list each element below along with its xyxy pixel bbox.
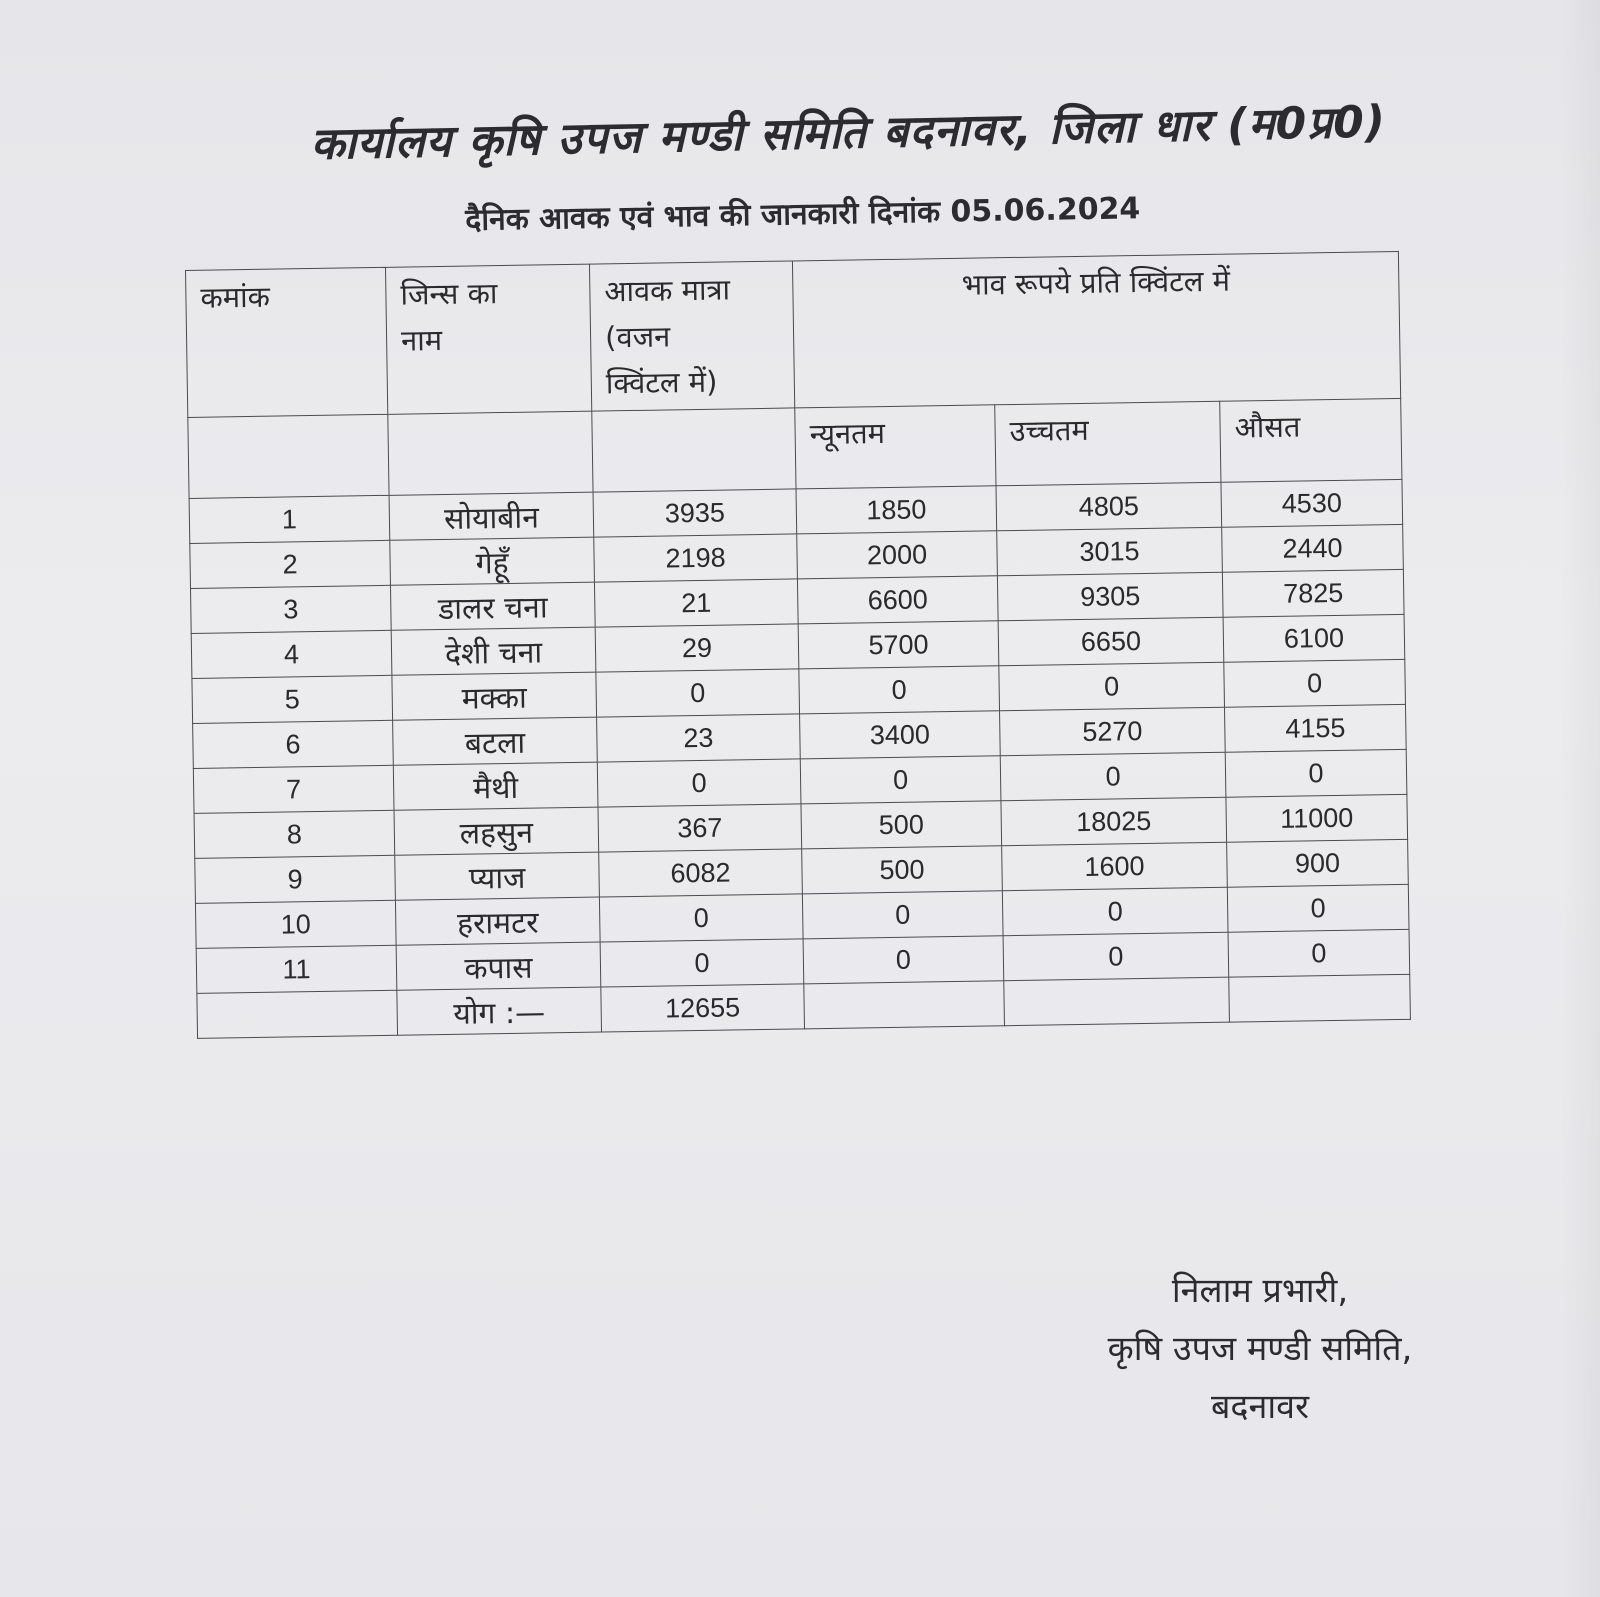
rates-table-container	[185, 251, 1411, 1039]
cell-serial: 4	[191, 630, 392, 678]
cell-avg: 900	[1227, 839, 1409, 887]
header-commodity-line2: नाम	[400, 322, 443, 358]
header-min-label: न्यूनतम	[809, 416, 886, 452]
header-arrival-line3: क्विंटल में)	[605, 364, 718, 401]
header-price-group	[792, 251, 1400, 408]
cell-arrival: 0	[599, 894, 803, 942]
cell-arrival: 21	[594, 579, 798, 627]
cell-avg: 0	[1224, 659, 1406, 707]
cell-min: 0	[800, 756, 1001, 804]
signature-line1: निलाम प्रभारी,	[1171, 1271, 1349, 1311]
cell-avg: 2440	[1222, 524, 1404, 572]
cell-min: 2000	[797, 531, 998, 579]
cell-min: 0	[799, 666, 1000, 714]
header-min	[795, 405, 996, 489]
cell-avg: 0	[1225, 749, 1407, 797]
header-serial-label: कमांक	[200, 279, 271, 315]
cell-commodity: कपास	[396, 942, 601, 990]
cell-min: 500	[801, 801, 1002, 849]
cell-commodity: हरामटर	[395, 897, 600, 945]
cell-commodity: बटला	[393, 717, 598, 765]
cell-serial: 8	[194, 810, 395, 858]
cell-max: 3015	[997, 527, 1223, 576]
header-commodity-line1: जिन्स का	[400, 276, 498, 312]
header-empty-cell	[188, 414, 389, 498]
cell-max: 4805	[996, 482, 1222, 531]
cell-commodity: मैथी	[393, 762, 598, 810]
total-label: योग :—	[397, 987, 602, 1035]
header-serial	[186, 267, 388, 417]
header-max	[995, 401, 1221, 486]
cell-max: 0	[1003, 932, 1229, 981]
cell-commodity: देशी चना	[391, 627, 596, 675]
cell-min: 0	[803, 936, 1004, 984]
cell-commodity: प्याज	[395, 852, 600, 900]
header-avg-label: औसत	[1234, 409, 1301, 445]
rates-table-body	[189, 479, 1410, 1038]
cell-avg: 6100	[1223, 614, 1405, 662]
cell-arrival: 0	[597, 759, 801, 807]
cell-empty	[804, 981, 1005, 1029]
cell-arrival: 2198	[594, 534, 798, 582]
cell-arrival: 367	[598, 804, 802, 852]
cell-min: 500	[802, 846, 1003, 894]
cell-max: 18025	[1001, 797, 1227, 846]
cell-max: 0	[1002, 887, 1228, 936]
cell-serial: 5	[192, 675, 393, 723]
cell-avg: 11000	[1226, 794, 1408, 842]
cell-arrival: 0	[596, 669, 800, 717]
document-subtitle: दैनिक आवक एवं भाव की जानकारी दिनांक 05.06.2024	[465, 191, 1141, 238]
cell-max: 1600	[1002, 842, 1228, 891]
cell-avg: 0	[1228, 929, 1410, 977]
cell-serial: 7	[193, 765, 394, 813]
cell-min: 5700	[798, 621, 999, 669]
cell-serial: 9	[195, 855, 396, 903]
cell-serial: 10	[195, 900, 396, 948]
cell-arrival: 23	[597, 714, 801, 762]
cell-avg: 4155	[1224, 704, 1406, 752]
header-empty-cell	[388, 411, 593, 495]
cell-min: 6600	[797, 576, 998, 624]
rates-table	[185, 251, 1411, 1039]
cell-serial: 2	[190, 540, 391, 588]
header-arrival-line2: (वजन	[604, 319, 671, 355]
header-price-group-label: भाव रूपये प्रति क्विंटल में	[961, 263, 1231, 302]
cell-empty	[1229, 974, 1411, 1022]
signature-line3: बदनावर	[1211, 1387, 1309, 1427]
signature-line2: कृषि उपज मण्डी समिति,	[1107, 1329, 1413, 1369]
cell-commodity: मक्का	[392, 672, 597, 720]
cell-max: 6650	[998, 617, 1224, 666]
cell-commodity: सोयाबीन	[389, 492, 594, 540]
total-arrival: 12655	[601, 984, 805, 1032]
cell-commodity: लहसुन	[394, 807, 599, 855]
page-edge-shadow	[1560, 0, 1600, 1597]
cell-max: 0	[1000, 752, 1226, 801]
cell-serial: 1	[189, 495, 390, 543]
cell-avg: 7825	[1222, 569, 1404, 617]
cell-avg: 0	[1227, 884, 1409, 932]
cell-arrival: 29	[595, 624, 799, 672]
cell-min: 1850	[796, 486, 997, 534]
cell-min: 0	[802, 891, 1003, 939]
cell-serial: 11	[196, 945, 397, 993]
cell-empty	[1004, 977, 1230, 1026]
header-avg	[1220, 398, 1402, 482]
cell-arrival: 0	[600, 939, 804, 987]
signature-block	[1050, 1262, 1470, 1436]
header-empty-cell	[592, 408, 796, 492]
cell-empty	[197, 990, 398, 1038]
header-commodity	[385, 264, 591, 414]
cell-commodity: गेहूँ	[390, 537, 595, 585]
cell-min: 3400	[800, 711, 1001, 759]
header-max-label: उच्चतम	[1009, 412, 1090, 449]
cell-serial: 6	[193, 720, 394, 768]
cell-arrival: 3935	[593, 489, 797, 537]
cell-avg: 4530	[1221, 479, 1403, 527]
cell-arrival: 6082	[599, 849, 803, 897]
cell-max: 9305	[997, 572, 1223, 621]
header-arrival	[589, 261, 794, 411]
header-arrival-line1: आवक मात्रा	[604, 272, 731, 309]
cell-commodity: डालर चना	[390, 582, 595, 630]
cell-max: 0	[999, 662, 1225, 711]
cell-serial: 3	[191, 585, 392, 633]
document-title: कार्यालय कृषि उपज मण्डी समिति बदनावर, जिला धार (म0प्र0)	[310, 96, 1387, 170]
cell-max: 5270	[1000, 707, 1226, 756]
